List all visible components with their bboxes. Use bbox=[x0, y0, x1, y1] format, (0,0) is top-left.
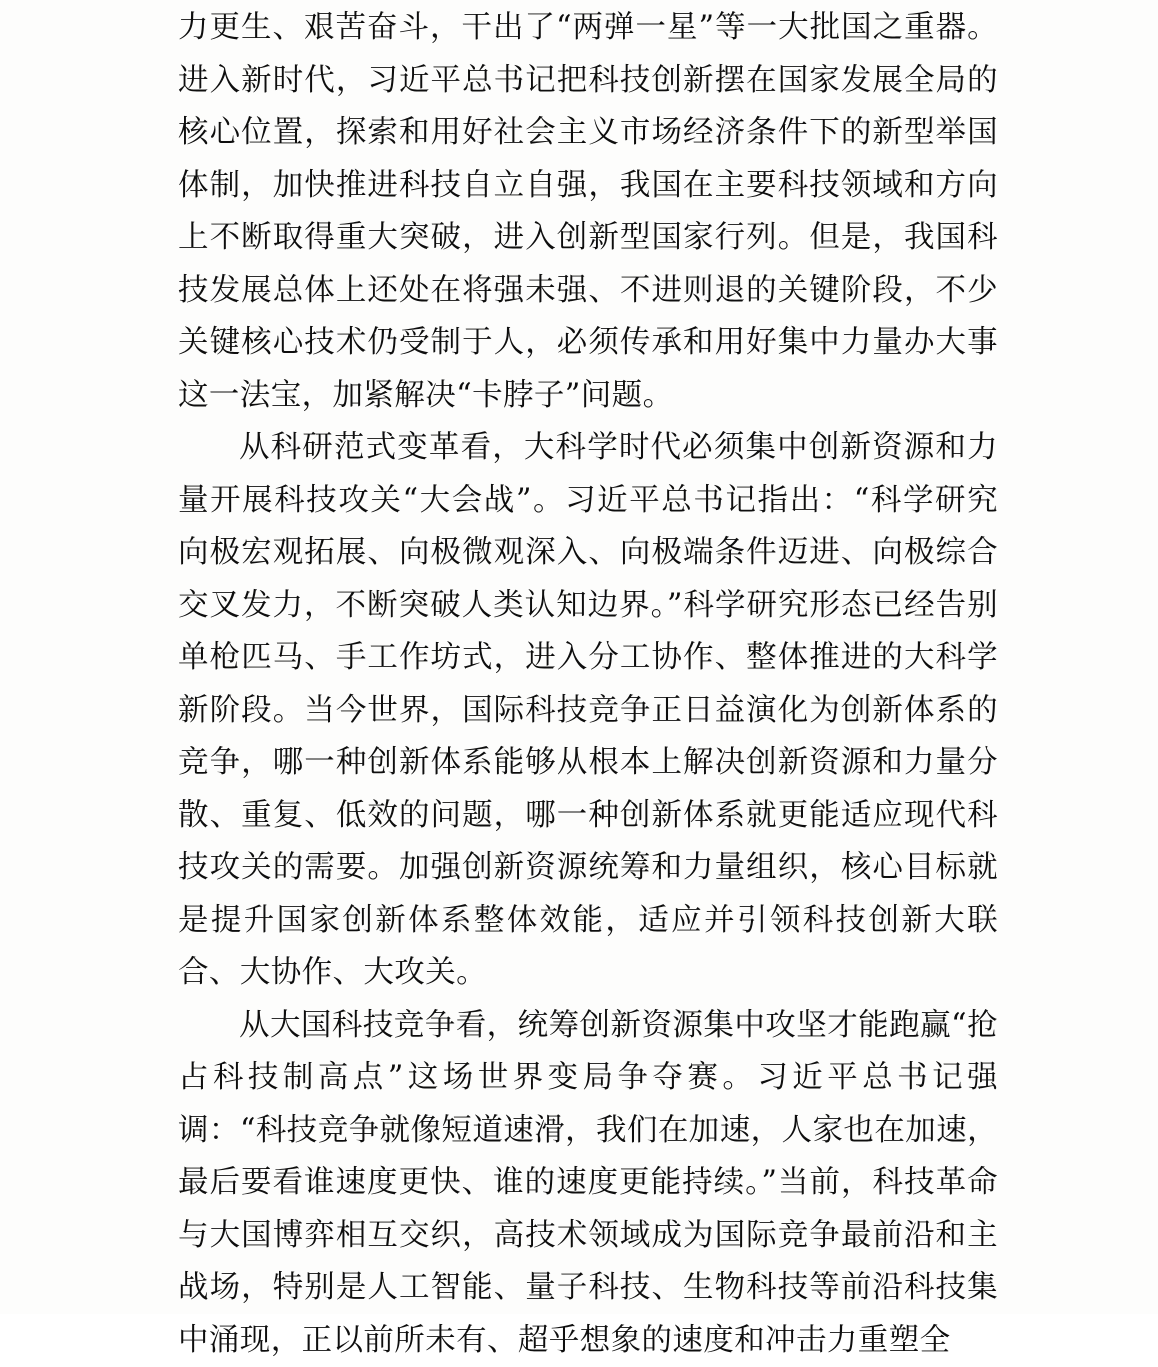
document-body bbox=[178, 0, 998, 1367]
paragraph-research-paradigm: 从科研范式变革看，大科学时代必须集中创新资源和力量开展科技攻关“大会战”。习近平总书记指出：“科学研究向极宏观拓展、向极微观深入、向极端条件迈进、向极综合交叉发力，不断突破人类认知边界。”科学研究形态已经告别单枪匹马、手工作坊式，进入分工协作、整体推进的大科学新阶段。当今世界，国际科技竞争正日益演化为创新体系的竞争，哪一种创新体系能够从根本上解决创新资源和力量分散、重复、低效的问题，哪一种创新体系就更能适应现代科技攻关的需要。加强创新资源统筹和力量组织，核心目标就是提升国家创新体系整体效能，适应并引领科技创新大联合、大协作、大攻关。 bbox=[178, 422, 998, 1000]
paragraph-great-power-competition: 从大国科技竞争看，统筹创新资源集中攻坚才能跑赢“抢占科技制高点”这场世界变局争夺赛。习近平总书记强调：“科技竞争就像短道速滑，我们在加速，人家也在加速，最后要看谁速度更快、谁的速度更能持续。”当前，科技革命与大国博弈相互交织，高技术领域成为国际竞争最前沿和主战场，特别是人工智能、量子科技、生物科技等前沿科技集中涌现，正以前所未有、超乎想象的速度和冲击力重塑全 bbox=[178, 1000, 998, 1367]
paragraph-continued: 力更生、艰苦奋斗，干出了“两弹一星”等一大批国之重器。进入新时代，习近平总书记把科技创新摆在国家发展全局的核心位置，探索和用好社会主义市场经济条件下的新型举国体制，加快推进科技自立自强，我国在主要科技领域和方向上不断取得重大突破，进入创新型国家行列。但是，我国科技发展总体上还处在将强未强、不进则退的关键阶段，不少关键核心技术仍受制于人，必须传承和用好集中力量办大事这一法宝，加紧解决“卡脖子”问题。 bbox=[178, 2, 998, 422]
